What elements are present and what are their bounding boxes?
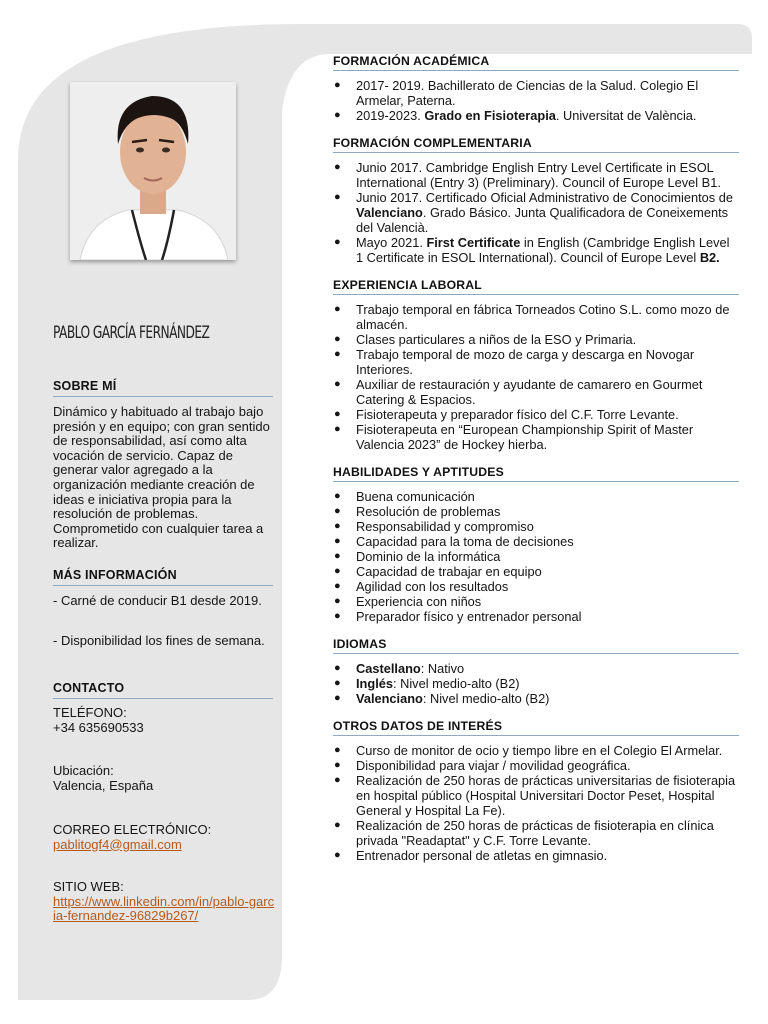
list-item: ● Responsabilidad y compromiso bbox=[334, 519, 534, 534]
bullet-icon: ● bbox=[334, 378, 341, 390]
list-item: ● Junio 2017. Certificado Oficial Administrativo de Conocimientos de Valenciano. Grado Básico. Junta Qualificadora de Coneixements del Valencià. bbox=[334, 190, 733, 235]
list-item: ● Curso de monitor de ocio y tiempo libre en el Colegio El Armelar. bbox=[334, 743, 723, 758]
bullet-icon: ● bbox=[334, 161, 341, 173]
bullet-icon: ● bbox=[334, 236, 341, 248]
email-link[interactable]: pablitogf4@gmail.com bbox=[53, 836, 182, 852]
list-item: ● Agilidad con los resultados bbox=[334, 579, 509, 594]
bullet-icon: ● bbox=[334, 610, 341, 622]
section-heading-formacion-academica: FORMACIÓN ACADÉMICA bbox=[333, 54, 739, 71]
location-value: Valencia, España bbox=[53, 777, 154, 793]
list-item: ● Trabajo temporal en fábrica Torneados Cotino S.L. como mozo de almacén. bbox=[334, 302, 730, 332]
website-link[interactable]: https://www.linkedin.com/in/pablo-garcia-fernandez-96829b267/ bbox=[53, 893, 275, 924]
bullet-icon: ● bbox=[334, 490, 341, 502]
list-item: ● Auxiliar de restauración y ayudante de camarero en Gourmet Catering & Espacios. bbox=[334, 377, 703, 407]
experiencia-list bbox=[333, 302, 739, 452]
email-label: CORREO ELECTRÓNICO: bbox=[53, 822, 212, 837]
more-info-item: - Carné de conducir B1 desde 2019. bbox=[53, 593, 262, 608]
location-block bbox=[53, 764, 275, 793]
list-item: ● Mayo 2021. First Certificate in English (Cambridge English Level 1 Certificate in ESOL International). Council of Europe Level B2. bbox=[334, 235, 730, 265]
top-band bbox=[300, 24, 752, 54]
bullet-icon: ● bbox=[334, 849, 341, 861]
bullet-icon: ● bbox=[334, 333, 341, 345]
section-heading-formacion-complementaria: FORMACIÓN COMPLEMENTARIA bbox=[333, 136, 739, 153]
otros-list bbox=[333, 743, 739, 863]
bullet-icon: ● bbox=[334, 423, 341, 435]
more-info-heading: MÁS INFORMACIÓN bbox=[53, 568, 273, 586]
about-heading: SOBRE MÍ bbox=[53, 379, 273, 397]
bullet-icon: ● bbox=[334, 662, 341, 674]
website-block bbox=[53, 880, 275, 924]
list-item: ● Castellano: Nativo bbox=[334, 661, 465, 676]
bullet-icon: ● bbox=[334, 408, 341, 420]
bullet-icon: ● bbox=[334, 774, 341, 786]
phone-block bbox=[53, 706, 275, 735]
contact-heading: CONTACTO bbox=[53, 681, 273, 699]
main-column bbox=[333, 54, 739, 876]
list-item: ● 2019-2023. Grado en Fisioterapia. Universitat de València. bbox=[334, 108, 697, 123]
bullet-icon: ● bbox=[334, 535, 341, 547]
profile-photo bbox=[70, 82, 236, 260]
section-heading-experiencia: EXPERIENCIA LABORAL bbox=[333, 278, 739, 295]
list-item: ● Capacidad de trabajar en equipo bbox=[334, 564, 542, 579]
bullet-icon: ● bbox=[334, 692, 341, 704]
website-label: SITIO WEB: bbox=[53, 879, 124, 894]
bullet-icon: ● bbox=[334, 191, 341, 203]
section-heading-habilidades: HABILIDADES Y APTITUDES bbox=[333, 465, 739, 482]
list-item: ● Inglés: Nivel medio-alto (B2) bbox=[334, 676, 520, 691]
email-block bbox=[53, 823, 275, 852]
phone-label: TELÉFONO: bbox=[53, 705, 127, 720]
section-heading-otros: OTROS DATOS DE INTERÉS bbox=[333, 719, 739, 736]
habilidades-list bbox=[333, 489, 739, 624]
candidate-name: PABLO GARCÍA FERNÁNDEZ bbox=[53, 323, 210, 343]
list-item: ● Fisioterapeuta en “European Championship Spirit of Master Valencia 2023” de Hockey hierba. bbox=[334, 422, 694, 452]
bullet-icon: ● bbox=[334, 677, 341, 689]
phone-value: +34 635690533 bbox=[53, 719, 144, 735]
list-item: ● Dominio de la informática bbox=[334, 549, 501, 564]
list-item: ● Junio 2017. Cambridge English Entry Level Certificate in ESOL International (Entry 3) (Preliminary). Council of Europe Level B1. bbox=[334, 160, 721, 190]
bullet-icon: ● bbox=[334, 520, 341, 532]
list-item: ● Realización de 250 horas de prácticas universitarias de fisioterapia en hospital público (Hospital Universitari Doctor Peset, Hospital General y Hospital La Fe). bbox=[334, 773, 736, 818]
about-text: Dinámico y habituado al trabajo bajo presión y en equipo; con gran sentido de responsabilidad, así como alta vocación de servicio. Capaz de generar valor agregado a la organización mediante creación de ideas e iniciativa propia para la resolución de problemas. Comprometido con cualquier tarea a realizar. bbox=[53, 404, 270, 551]
bullet-icon: ● bbox=[334, 79, 341, 91]
list-item: ● Trabajo temporal de mozo de carga y descarga en Novogar Interiores. bbox=[334, 347, 695, 377]
list-item: ● Resolución de problemas bbox=[334, 504, 501, 519]
list-item: ● Valenciano: Nivel medio-alto (B2) bbox=[334, 691, 550, 706]
list-item: ● Preparador físico y entrenador personal bbox=[334, 609, 582, 624]
formacion-academica-list bbox=[333, 78, 739, 123]
bullet-icon: ● bbox=[334, 303, 341, 315]
more-info-item: - Disponibilidad los fines de semana. bbox=[53, 633, 265, 648]
list-item: ● Realización de 250 horas de prácticas de fisioterapia en clínica privada "Readaptat" y C.F. Torre Levante. bbox=[334, 818, 714, 848]
list-item: ● Disponibilidad para viajar / movilidad geográfica. bbox=[334, 758, 631, 773]
location-label: Ubicación: bbox=[53, 763, 114, 778]
formacion-complementaria-list bbox=[333, 160, 739, 265]
list-item: ● Fisioterapeuta y preparador físico del C.F. Torre Levante. bbox=[334, 407, 679, 422]
bullet-icon: ● bbox=[334, 348, 341, 360]
bullet-icon: ● bbox=[334, 759, 341, 771]
bullet-icon: ● bbox=[334, 744, 341, 756]
bullet-icon: ● bbox=[334, 565, 341, 577]
bullet-icon: ● bbox=[334, 550, 341, 562]
list-item: ● Capacidad para la toma de decisiones bbox=[334, 534, 574, 549]
list-item: ● Entrenador personal de atletas en gimnasio. bbox=[334, 848, 608, 863]
list-item: ● Experiencia con niños bbox=[334, 594, 482, 609]
list-item: ● 2017- 2019. Bachillerato de Ciencias de la Salud. Colegio El Armelar, Paterna. bbox=[334, 78, 699, 108]
bullet-icon: ● bbox=[334, 109, 341, 121]
idiomas-list bbox=[333, 661, 739, 706]
bullet-icon: ● bbox=[334, 580, 341, 592]
section-heading-idiomas: IDIOMAS bbox=[333, 637, 739, 654]
list-item: ● Clases particulares a niños de la ESO y Primaria. bbox=[334, 332, 637, 347]
bullet-icon: ● bbox=[334, 505, 341, 517]
profile-photo-illustration bbox=[70, 82, 236, 260]
bullet-icon: ● bbox=[334, 595, 341, 607]
list-item: ● Buena comunicación bbox=[334, 489, 475, 504]
bullet-icon: ● bbox=[334, 819, 341, 831]
